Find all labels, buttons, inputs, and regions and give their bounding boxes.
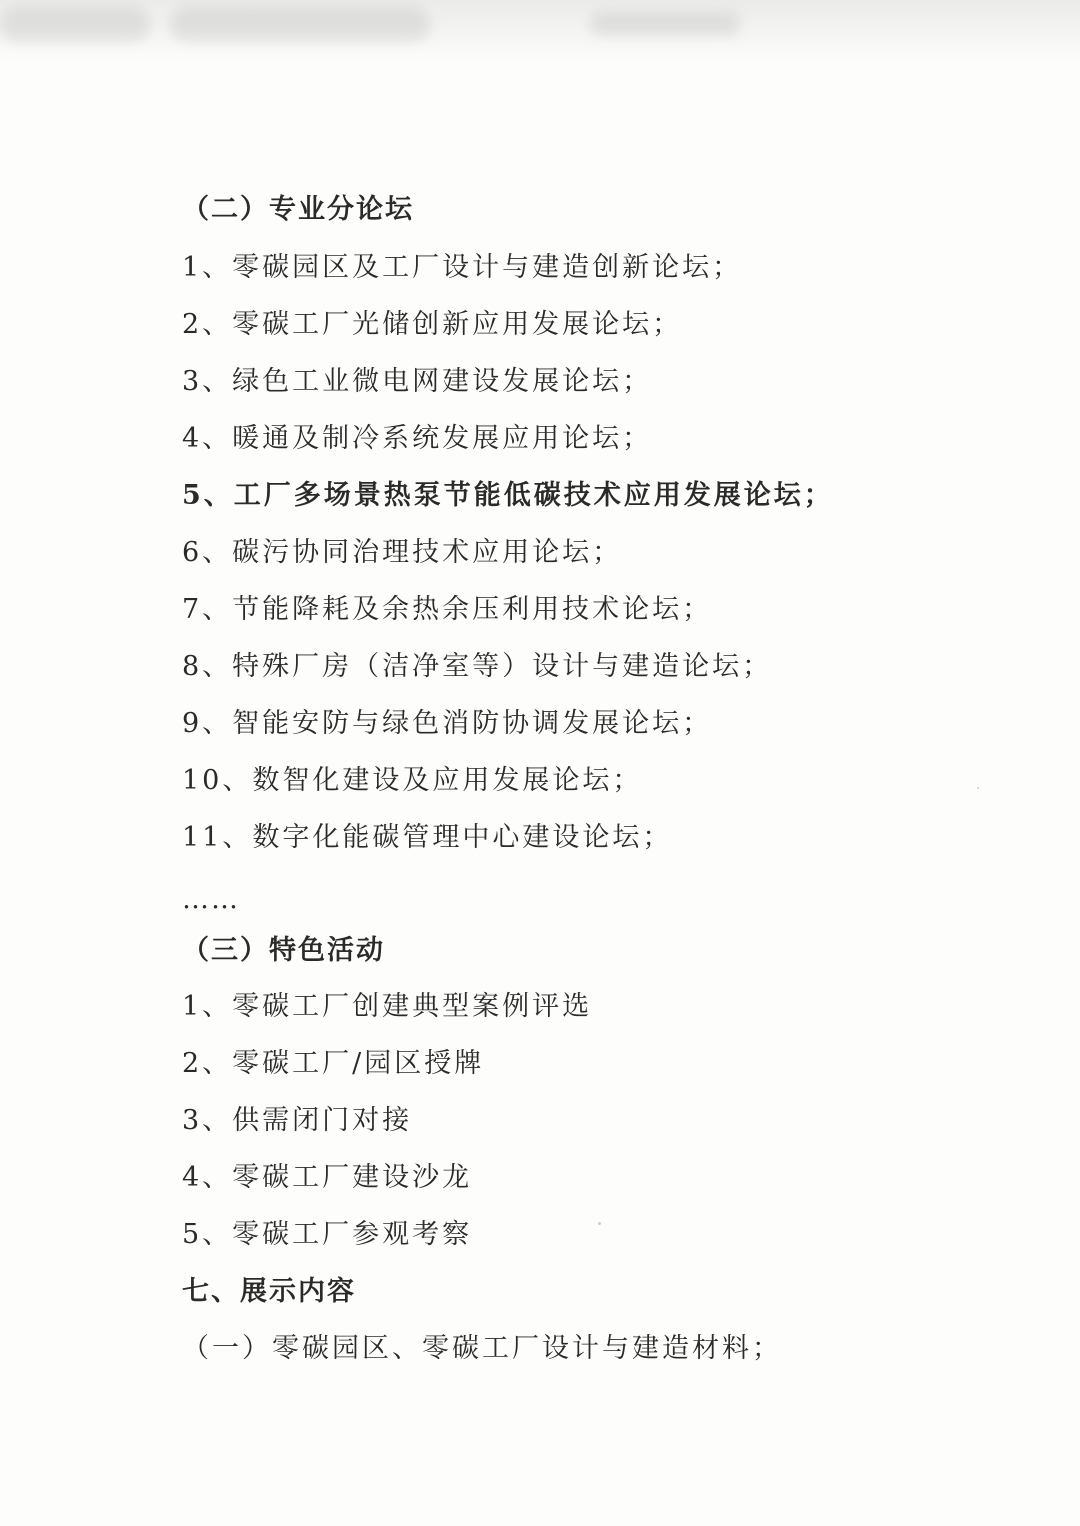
activity-item: 2、零碳工厂/园区授牌: [182, 1048, 485, 1079]
scan-shadow: [0, 0, 1080, 62]
scan-smudge: [590, 12, 740, 36]
forum-item: 5、工厂多场景热泵节能低碳技术应用发展论坛；: [182, 480, 834, 511]
scan-speck: [598, 1222, 601, 1225]
exhibit-item: （一）零碳园区、零碳工厂设计与建造材料；: [182, 1333, 782, 1364]
forum-item: 6、碳污协同治理技术应用论坛；: [182, 537, 623, 568]
scan-smudge: [0, 8, 150, 42]
ellipsis: ……: [182, 884, 240, 915]
activity-item: 5、零碳工厂参观考察: [182, 1219, 473, 1250]
section-7-heading: 七、展示内容: [182, 1276, 356, 1307]
forum-item: 9、智能安防与绿色消防协调发展论坛；: [182, 708, 713, 739]
forum-item: 3、绿色工业微电网建设发展论坛；: [182, 366, 653, 397]
activity-item: 1、零碳工厂创建典型案例评选: [182, 991, 593, 1022]
forum-item: 7、节能降耗及余热余压利用技术论坛；: [182, 594, 713, 625]
forum-item: 11、数字化能碳管理中心建设论坛；: [182, 822, 673, 853]
scan-smudge: [170, 8, 430, 42]
section-3-heading: （三）特色活动: [182, 935, 385, 966]
scan-speck: [977, 787, 979, 789]
section-2-heading: （二）专业分论坛: [182, 194, 414, 225]
forum-item: 4、暖通及制冷系统发展应用论坛；: [182, 423, 653, 454]
activity-item: 4、零碳工厂建设沙龙: [182, 1162, 473, 1193]
activity-item: 3、供需闭门对接: [182, 1105, 413, 1136]
forum-item: 8、特殊厂房（洁净室等）设计与建造论坛；: [182, 651, 773, 682]
forum-item: 1、零碳园区及工厂设计与建造创新论坛；: [182, 252, 743, 283]
forum-item: 10、数智化建设及应用发展论坛；: [182, 765, 643, 796]
forum-item: 2、零碳工厂光储创新应用发展论坛；: [182, 309, 683, 340]
